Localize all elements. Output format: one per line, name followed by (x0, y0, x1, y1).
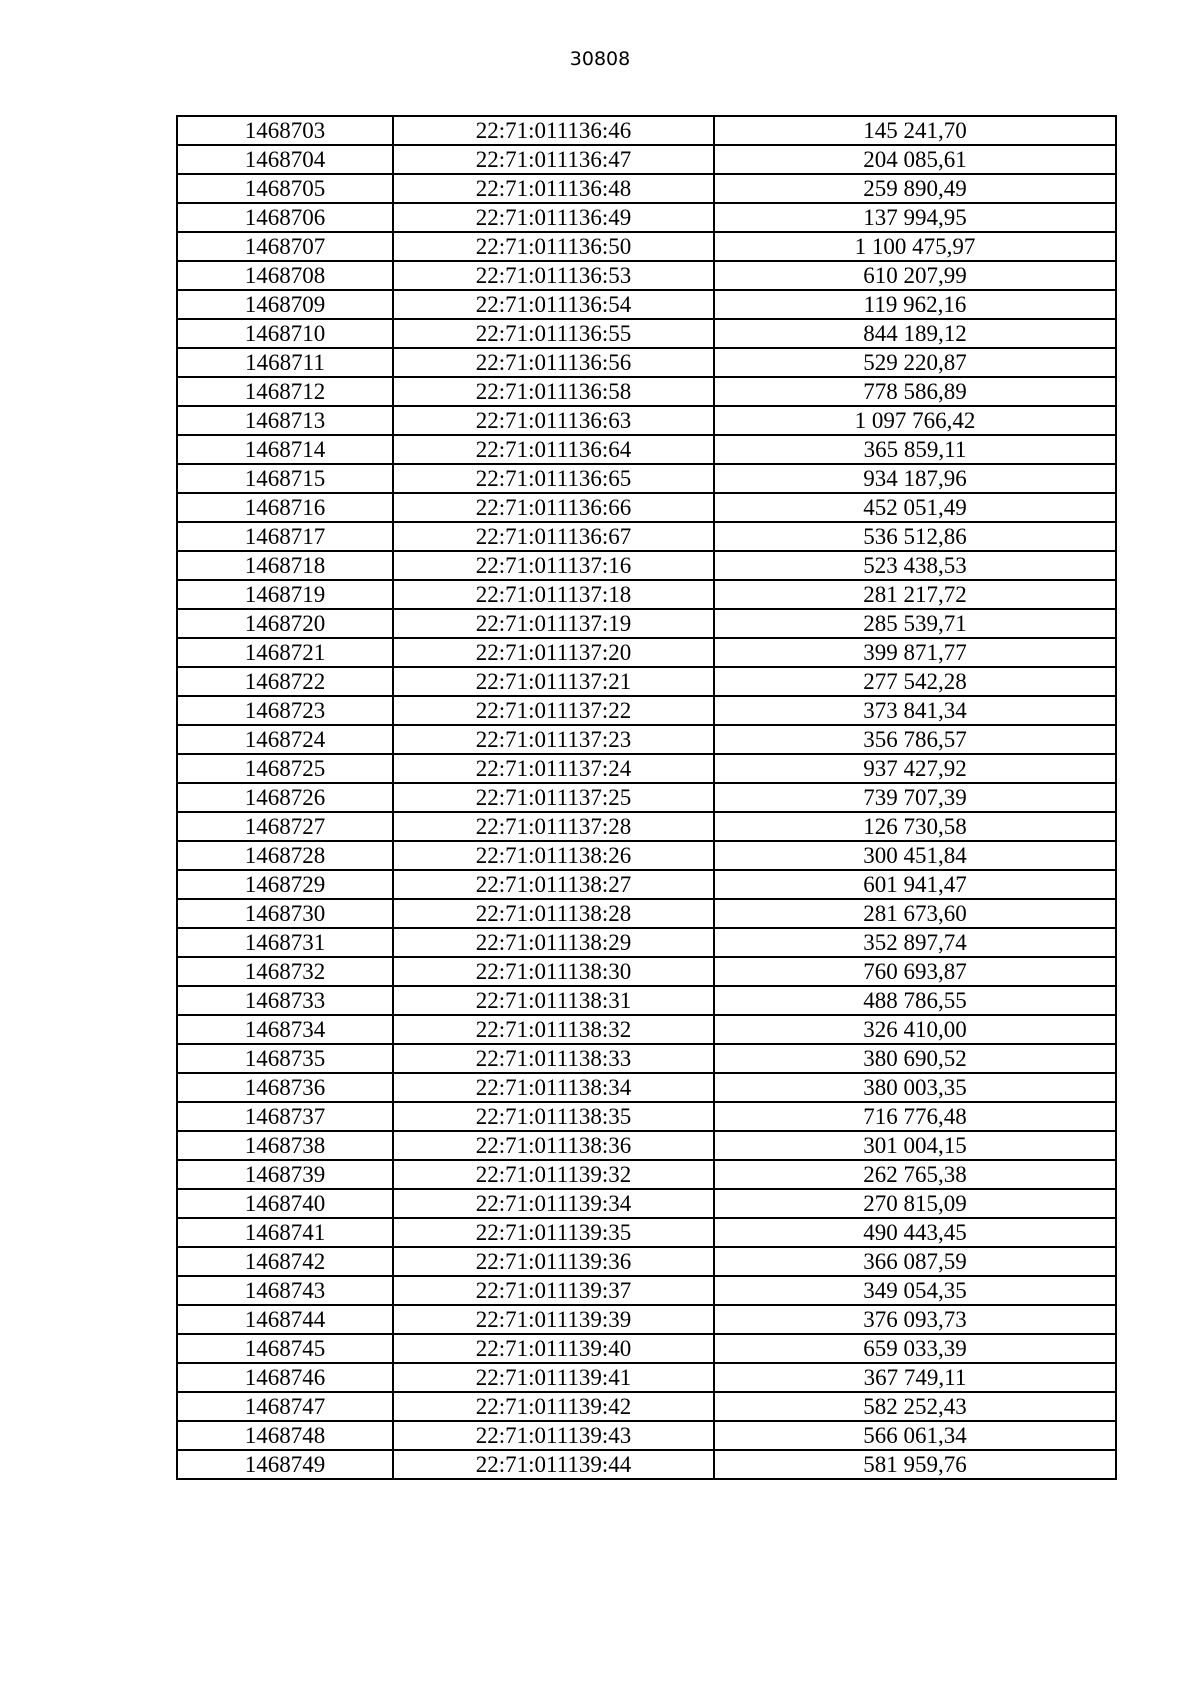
value-cell: 610 207,99 (714, 261, 1116, 290)
cadastral-number-cell: 22:71:011137:16 (393, 551, 714, 580)
cadastral-number-cell: 22:71:011136:47 (393, 145, 714, 174)
value-cell: 301 004,15 (714, 1131, 1116, 1160)
value-cell: 399 871,77 (714, 638, 1116, 667)
table-row (177, 203, 1116, 232)
table-row (177, 957, 1116, 986)
table-row (177, 1218, 1116, 1247)
record-number-cell: 1468728 (177, 841, 393, 870)
table-row (177, 1247, 1116, 1276)
table-row (177, 928, 1116, 957)
table-row (177, 812, 1116, 841)
record-number-cell: 1468742 (177, 1247, 393, 1276)
record-number-cell: 1468719 (177, 580, 393, 609)
table-row (177, 638, 1116, 667)
cadastral-number-cell: 22:71:011137:21 (393, 667, 714, 696)
table-row (177, 725, 1116, 754)
table-row (177, 1160, 1116, 1189)
cadastral-number-cell: 22:71:011139:37 (393, 1276, 714, 1305)
value-cell: 778 586,89 (714, 377, 1116, 406)
value-cell: 352 897,74 (714, 928, 1116, 957)
value-cell: 659 033,39 (714, 1334, 1116, 1363)
record-number-cell: 1468723 (177, 696, 393, 725)
record-number-cell: 1468740 (177, 1189, 393, 1218)
record-number-cell: 1468712 (177, 377, 393, 406)
cadastral-number-cell: 22:71:011139:42 (393, 1392, 714, 1421)
table-row (177, 1131, 1116, 1160)
record-number-cell: 1468718 (177, 551, 393, 580)
record-number-cell: 1468707 (177, 232, 393, 261)
cadastral-number-cell: 22:71:011138:26 (393, 841, 714, 870)
table-row (177, 1305, 1116, 1334)
table-row (177, 1073, 1116, 1102)
value-cell: 137 994,95 (714, 203, 1116, 232)
cadastral-number-cell: 22:71:011136:56 (393, 348, 714, 377)
record-number-cell: 1468704 (177, 145, 393, 174)
value-cell: 739 707,39 (714, 783, 1116, 812)
record-number-cell: 1468714 (177, 435, 393, 464)
cadastral-number-cell: 22:71:011137:19 (393, 609, 714, 638)
cadastral-number-cell: 22:71:011139:40 (393, 1334, 714, 1363)
table-row (177, 319, 1116, 348)
cadastral-number-cell: 22:71:011139:34 (393, 1189, 714, 1218)
table-row (177, 174, 1116, 203)
record-number-cell: 1468745 (177, 1334, 393, 1363)
value-cell: 145 241,70 (714, 116, 1116, 145)
table-body (177, 116, 1116, 1479)
record-number-cell: 1468709 (177, 290, 393, 319)
value-cell: 270 815,09 (714, 1189, 1116, 1218)
page-number: 30808 (569, 48, 631, 70)
cadastral-number-cell: 22:71:011137:18 (393, 580, 714, 609)
table-row (177, 1015, 1116, 1044)
record-number-cell: 1468743 (177, 1276, 393, 1305)
value-cell: 365 859,11 (714, 435, 1116, 464)
record-number-cell: 1468729 (177, 870, 393, 899)
record-number-cell: 1468706 (177, 203, 393, 232)
record-number-cell: 1468738 (177, 1131, 393, 1160)
table-row (177, 290, 1116, 319)
record-number-cell: 1468721 (177, 638, 393, 667)
value-cell: 300 451,84 (714, 841, 1116, 870)
value-cell: 349 054,35 (714, 1276, 1116, 1305)
table-row (177, 1334, 1116, 1363)
value-cell: 277 542,28 (714, 667, 1116, 696)
cadastral-number-cell: 22:71:011138:36 (393, 1131, 714, 1160)
record-number-cell: 1468715 (177, 464, 393, 493)
table-row (177, 1102, 1116, 1131)
value-cell: 119 962,16 (714, 290, 1116, 319)
value-cell: 523 438,53 (714, 551, 1116, 580)
cadastral-number-cell: 22:71:011138:31 (393, 986, 714, 1015)
record-number-cell: 1468736 (177, 1073, 393, 1102)
value-cell: 1 100 475,97 (714, 232, 1116, 261)
table-row (177, 145, 1116, 174)
table-row (177, 754, 1116, 783)
cadastral-number-cell: 22:71:011136:53 (393, 261, 714, 290)
record-number-cell: 1468731 (177, 928, 393, 957)
value-cell: 126 730,58 (714, 812, 1116, 841)
table-row (177, 783, 1116, 812)
record-number-cell: 1468746 (177, 1363, 393, 1392)
value-cell: 581 959,76 (714, 1450, 1116, 1479)
table-row (177, 522, 1116, 551)
table-row (177, 493, 1116, 522)
cadastral-number-cell: 22:71:011136:67 (393, 522, 714, 551)
cadastral-number-cell: 22:71:011136:49 (393, 203, 714, 232)
record-number-cell: 1468717 (177, 522, 393, 551)
table-row (177, 435, 1116, 464)
cadastral-number-cell: 22:71:011136:58 (393, 377, 714, 406)
cadastral-number-cell: 22:71:011136:66 (393, 493, 714, 522)
value-cell: 716 776,48 (714, 1102, 1116, 1131)
record-number-cell: 1468744 (177, 1305, 393, 1334)
record-number-cell: 1468741 (177, 1218, 393, 1247)
value-cell: 582 252,43 (714, 1392, 1116, 1421)
table-row (177, 696, 1116, 725)
value-cell: 367 749,11 (714, 1363, 1116, 1392)
value-cell: 376 093,73 (714, 1305, 1116, 1334)
table-row (177, 580, 1116, 609)
cadastral-number-cell: 22:71:011137:20 (393, 638, 714, 667)
cadastral-number-cell: 22:71:011137:28 (393, 812, 714, 841)
value-cell: 281 673,60 (714, 899, 1116, 928)
record-number-cell: 1468720 (177, 609, 393, 638)
record-number-cell: 1468724 (177, 725, 393, 754)
record-number-cell: 1468732 (177, 957, 393, 986)
cadastral-number-cell: 22:71:011139:32 (393, 1160, 714, 1189)
cadastral-number-cell: 22:71:011139:35 (393, 1218, 714, 1247)
value-cell: 937 427,92 (714, 754, 1116, 783)
cadastral-number-cell: 22:71:011137:25 (393, 783, 714, 812)
table-row (177, 1392, 1116, 1421)
data-table (176, 115, 1117, 1480)
cadastral-number-cell: 22:71:011139:36 (393, 1247, 714, 1276)
table-row (177, 551, 1116, 580)
table-row (177, 116, 1116, 145)
cadastral-number-cell: 22:71:011136:55 (393, 319, 714, 348)
record-number-cell: 1468747 (177, 1392, 393, 1421)
record-number-cell: 1468748 (177, 1421, 393, 1450)
value-cell: 760 693,87 (714, 957, 1116, 986)
table-row (177, 609, 1116, 638)
cadastral-number-cell: 22:71:011137:24 (393, 754, 714, 783)
record-number-cell: 1468711 (177, 348, 393, 377)
table-row (177, 1044, 1116, 1073)
record-number-cell: 1468708 (177, 261, 393, 290)
value-cell: 204 085,61 (714, 145, 1116, 174)
cadastral-number-cell: 22:71:011139:44 (393, 1450, 714, 1479)
table-row (177, 377, 1116, 406)
cadastral-number-cell: 22:71:011136:63 (393, 406, 714, 435)
record-number-cell: 1468725 (177, 754, 393, 783)
record-number-cell: 1468710 (177, 319, 393, 348)
cadastral-number-cell: 22:71:011138:27 (393, 870, 714, 899)
table-row (177, 261, 1116, 290)
cadastral-number-cell: 22:71:011138:34 (393, 1073, 714, 1102)
record-number-cell: 1468705 (177, 174, 393, 203)
value-cell: 366 087,59 (714, 1247, 1116, 1276)
value-cell: 1 097 766,42 (714, 406, 1116, 435)
table-row (177, 232, 1116, 261)
cadastral-number-cell: 22:71:011139:41 (393, 1363, 714, 1392)
cadastral-number-cell: 22:71:011136:54 (393, 290, 714, 319)
table-row (177, 870, 1116, 899)
value-cell: 285 539,71 (714, 609, 1116, 638)
cadastral-number-cell: 22:71:011137:23 (393, 725, 714, 754)
value-cell: 844 189,12 (714, 319, 1116, 348)
value-cell: 262 765,38 (714, 1160, 1116, 1189)
value-cell: 536 512,86 (714, 522, 1116, 551)
cadastral-number-cell: 22:71:011136:48 (393, 174, 714, 203)
cadastral-number-cell: 22:71:011136:50 (393, 232, 714, 261)
value-cell: 488 786,55 (714, 986, 1116, 1015)
cadastral-number-cell: 22:71:011138:29 (393, 928, 714, 957)
table-row (177, 986, 1116, 1015)
value-cell: 356 786,57 (714, 725, 1116, 754)
table-row (177, 1276, 1116, 1305)
table-row (177, 406, 1116, 435)
cadastral-number-cell: 22:71:011136:64 (393, 435, 714, 464)
value-cell: 259 890,49 (714, 174, 1116, 203)
value-cell: 934 187,96 (714, 464, 1116, 493)
value-cell: 529 220,87 (714, 348, 1116, 377)
value-cell: 326 410,00 (714, 1015, 1116, 1044)
value-cell: 373 841,34 (714, 696, 1116, 725)
record-number-cell: 1468727 (177, 812, 393, 841)
cadastral-number-cell: 22:71:011139:43 (393, 1421, 714, 1450)
record-number-cell: 1468733 (177, 986, 393, 1015)
cadastral-number-cell: 22:71:011138:35 (393, 1102, 714, 1131)
record-number-cell: 1468749 (177, 1450, 393, 1479)
cadastral-number-cell: 22:71:011136:46 (393, 116, 714, 145)
record-number-cell: 1468737 (177, 1102, 393, 1131)
table-row (177, 899, 1116, 928)
value-cell: 452 051,49 (714, 493, 1116, 522)
value-cell: 601 941,47 (714, 870, 1116, 899)
record-number-cell: 1468735 (177, 1044, 393, 1073)
record-number-cell: 1468716 (177, 493, 393, 522)
record-number-cell: 1468734 (177, 1015, 393, 1044)
cadastral-number-cell: 22:71:011138:33 (393, 1044, 714, 1073)
table-row (177, 464, 1116, 493)
table-row (177, 1363, 1116, 1392)
table-row (177, 667, 1116, 696)
record-number-cell: 1468722 (177, 667, 393, 696)
cadastral-number-cell: 22:71:011137:22 (393, 696, 714, 725)
value-cell: 380 003,35 (714, 1073, 1116, 1102)
record-number-cell: 1468703 (177, 116, 393, 145)
table-row (177, 1450, 1116, 1479)
value-cell: 281 217,72 (714, 580, 1116, 609)
table-row (177, 841, 1116, 870)
value-cell: 566 061,34 (714, 1421, 1116, 1450)
table-row (177, 1421, 1116, 1450)
cadastral-number-cell: 22:71:011138:32 (393, 1015, 714, 1044)
value-cell: 380 690,52 (714, 1044, 1116, 1073)
record-number-cell: 1468730 (177, 899, 393, 928)
table-row (177, 348, 1116, 377)
cadastral-number-cell: 22:71:011136:65 (393, 464, 714, 493)
value-cell: 490 443,45 (714, 1218, 1116, 1247)
table-row (177, 1189, 1116, 1218)
record-number-cell: 1468713 (177, 406, 393, 435)
cadastral-number-cell: 22:71:011138:30 (393, 957, 714, 986)
record-number-cell: 1468726 (177, 783, 393, 812)
cadastral-number-cell: 22:71:011139:39 (393, 1305, 714, 1334)
record-number-cell: 1468739 (177, 1160, 393, 1189)
cadastral-number-cell: 22:71:011138:28 (393, 899, 714, 928)
